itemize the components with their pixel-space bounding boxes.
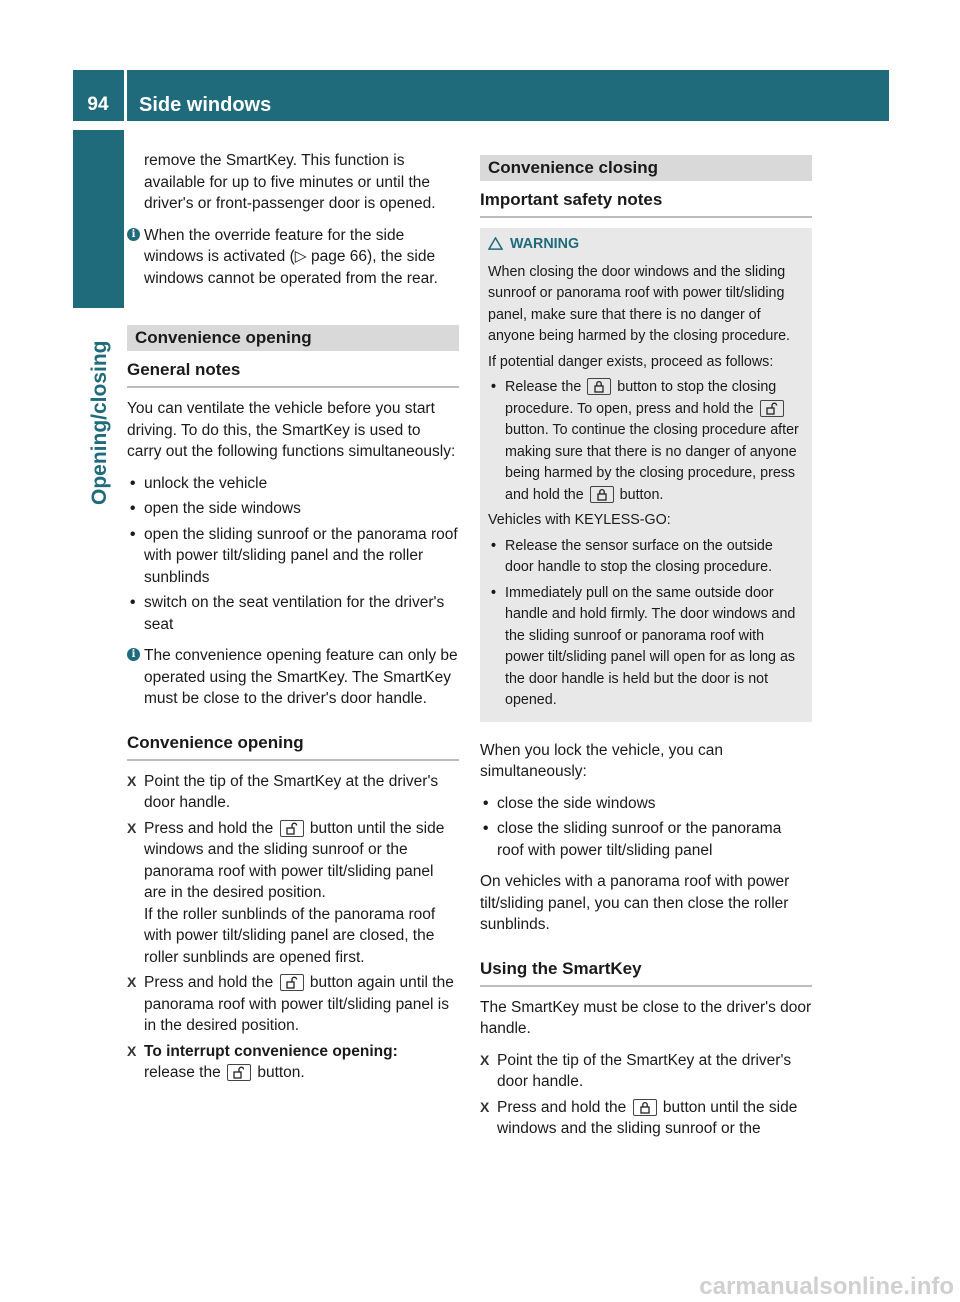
info-text-post: ), the side windows cannot be operated from the rear. — [144, 248, 438, 287]
step-item — [127, 771, 459, 814]
warning-text: If potential danger exists, proceed as follows: — [488, 353, 774, 370]
step-text-pre: release the — [144, 1064, 221, 1081]
warning-text: button. — [619, 486, 664, 503]
step-item — [480, 1097, 812, 1140]
lock-text: When you lock the vehicle, you can simultaneously: — [480, 741, 723, 780]
step-arrow-icon: X — [480, 1051, 490, 1068]
left-column — [127, 150, 459, 1094]
band-convenience-closing: Convenience closing — [480, 155, 812, 181]
triangle-right-icon: ▷ — [294, 248, 311, 265]
unlock-button-icon — [227, 1064, 251, 1081]
step-text-post: button until the side windows and the sliding sunroof or the panorama roof with power tilt/sliding panel are in the desired position. — [144, 819, 445, 901]
general-notes-text: You can ventilate the vehicle before you start driving. To do this, the SmartKey is used to carry out the following functions simultaneously: — [127, 400, 456, 460]
step-text-pre: Press and hold the — [144, 974, 274, 991]
header-divider — [124, 70, 127, 121]
page-reference-link[interactable]: page 66 — [311, 248, 368, 265]
step-text-post: button again until the panorama roof with power tilt/sliding panel is in the desired position. — [144, 974, 454, 1034]
watermark: carmanualsonline.info — [699, 1273, 954, 1300]
info-note-smartkey — [127, 645, 459, 710]
function-list — [127, 473, 459, 636]
warning-text: When closing the door windows and the sliding sunroof or panorama roof with power tilt/sliding panel, make sure that there is no danger of anyone being harmed by the closing procedure. — [488, 263, 791, 344]
step-text: Point the tip of the SmartKey at the driver's door handle. — [497, 1051, 792, 1090]
right-column — [480, 155, 812, 1150]
info-text-pre: When the override feature for the side windows is activated ( — [144, 226, 405, 265]
step-arrow-icon: X — [127, 819, 137, 836]
page-number: 94 — [87, 94, 109, 115]
list-item: • switch on the seat ventilation for the driver's seat — [127, 592, 459, 635]
step-arrow-icon: X — [127, 1042, 137, 1059]
step-heading: To interrupt convenience opening: — [144, 1042, 398, 1060]
unlock-button-icon — [760, 400, 784, 417]
opening-steps — [127, 771, 459, 1084]
step-item — [127, 818, 459, 969]
info-note-override — [127, 225, 459, 290]
step-extra-text: If the roller sunblinds of the panorama roof with power tilt/sliding panel are closed, the roller sunblinds are opened first. — [144, 905, 436, 966]
heading-safety-notes: Important safety notes — [480, 181, 812, 218]
smartkey-text: The SmartKey must be close to the driver's door handle. — [480, 998, 812, 1037]
warning-text: Release the — [505, 379, 582, 395]
unlock-button-icon — [280, 820, 304, 837]
warning-text: button. To continue the closing procedure after making sure that there is no danger of anyone being harmed by the closing procedure, press and hold the — [505, 422, 799, 503]
step-text-post: button. — [257, 1064, 305, 1081]
intro-continuation: remove the SmartKey. This function is available for up to five minutes or until the driver's or front-passenger door is opened. — [144, 152, 436, 212]
warning-list — [488, 377, 804, 506]
step-arrow-icon: X — [480, 1098, 490, 1115]
list-item: • Immediately pull on the same outside door handle and hold firmly. The door windows and the sliding sunroof or panorama roof with power tilt/sliding panel will open for as long as the door handle is held but the door is not opened. — [488, 583, 804, 712]
lock-button-icon — [587, 378, 611, 395]
step-text-post: button until the side windows and the sliding sunroof or the — [497, 1098, 798, 1137]
warning-text: Vehicles with KEYLESS-GO: — [488, 512, 671, 528]
step-text-pre: Press and hold the — [497, 1098, 627, 1116]
smartkey-steps — [480, 1050, 812, 1140]
list-item: • open the sliding sunroof or the panorama roof with power tilt/sliding panel and the roller sunblinds — [127, 524, 459, 589]
section-title: Side windows — [139, 94, 272, 116]
list-item: • Release the sensor surface on the outside door handle to stop the closing procedure. — [488, 536, 804, 579]
step-arrow-icon: X — [127, 974, 137, 990]
warning-text: button to stop the closing procedure. To open, press and hold the — [505, 379, 777, 417]
side-color-block — [73, 130, 124, 308]
list-item: • close the side windows — [480, 793, 812, 815]
heading-using-smartkey: Using the SmartKey — [480, 950, 812, 987]
step-text: Point the tip of the SmartKey at the driver's door handle. — [144, 772, 439, 811]
step-item — [127, 1041, 459, 1084]
heading-general-notes: General notes — [127, 351, 459, 388]
warning-list — [488, 536, 804, 712]
lock-button-icon — [590, 486, 614, 503]
warning-title: WARNING — [509, 236, 580, 252]
list-item — [488, 377, 804, 506]
heading-convenience-opening: Convenience opening — [127, 724, 459, 761]
list-item: • unlock the vehicle — [127, 473, 459, 495]
warning-heading — [488, 234, 804, 258]
unlock-button-icon — [280, 974, 304, 991]
step-arrow-icon: X — [127, 772, 137, 789]
info-text: The convenience opening feature can only be operated using the SmartKey. The SmartKey must be close to the driver's door handle. — [144, 647, 458, 707]
step-text-pre: Press and hold the — [144, 819, 274, 837]
list-item: • close the sliding sunroof or the panorama roof with power tilt/sliding panel — [480, 818, 812, 861]
info-icon: i — [127, 228, 140, 241]
chapter-tab: Opening/closing — [88, 340, 111, 505]
step-item — [480, 1050, 812, 1093]
panorama-text: On vehicles with a panorama roof with power tilt/sliding panel, you can then close the roller sunblinds. — [480, 873, 790, 933]
list-item: • open the side windows — [127, 498, 459, 520]
warning-triangle-icon — [488, 236, 506, 258]
band-convenience-opening: Convenience opening — [127, 325, 459, 351]
warning-box — [480, 228, 812, 722]
info-icon: i — [127, 648, 140, 661]
lock-button-icon — [633, 1099, 657, 1116]
lock-function-list — [480, 793, 812, 862]
step-item — [127, 972, 459, 1037]
